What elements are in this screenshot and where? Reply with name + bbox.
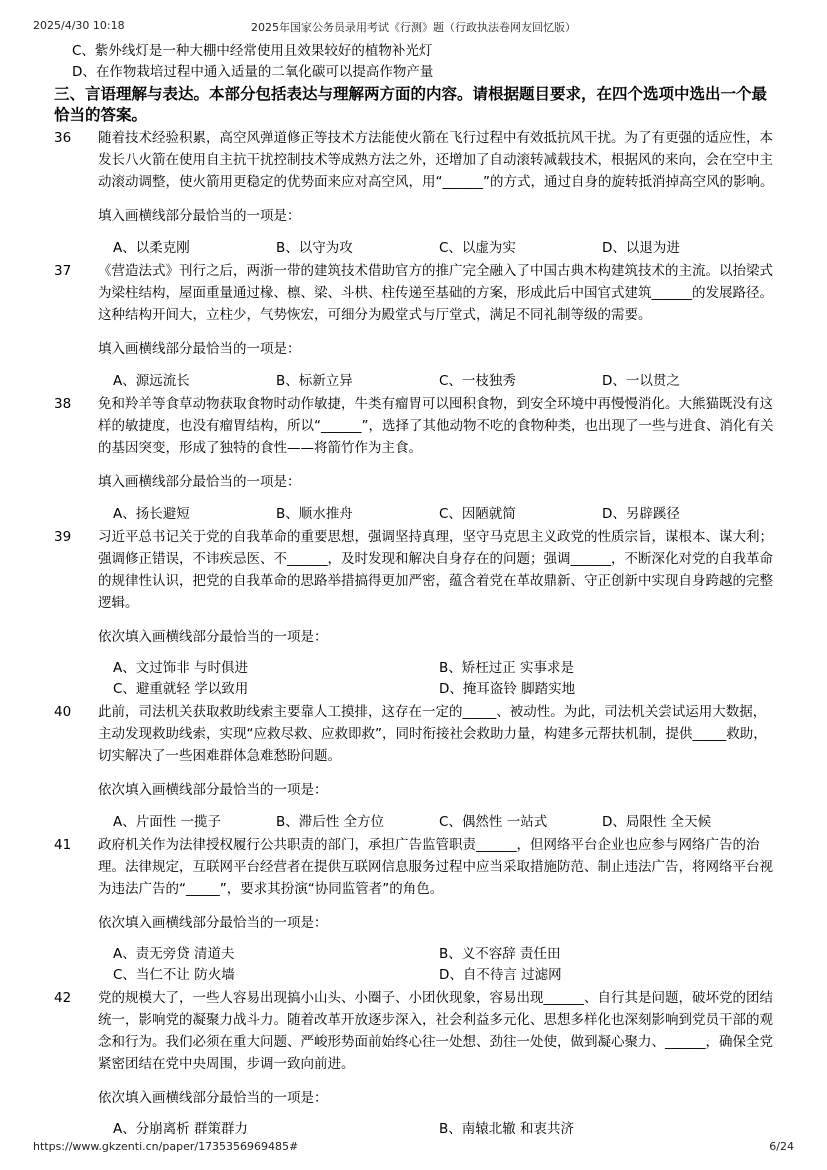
question-40 [54, 701, 777, 833]
option-b[interactable]: B、矫枉过正 实事求是 [439, 660, 575, 676]
section-title: 三、言语理解与表达。本部分包括表达与理解两方面的内容。请根据题目要求，在四个选项中选出一个最恰当的答案。 [54, 85, 768, 124]
question-number: 38 [54, 396, 72, 412]
options-row [113, 811, 777, 833]
option-b[interactable]: B、滞后性 全方位 [276, 814, 385, 830]
options-grid [113, 1119, 777, 1140]
question-number: 37 [54, 263, 72, 279]
question-number: 42 [54, 990, 72, 1006]
question-text: 此前，司法机关获取救助线索主要靠人工摸排，这存在一定的_____、被动性。为此，司法机关尝试运用大数据，主动发现救助线索，实现“应救尽救、应救即救”，同时衔接社会救助力量，构建多元帮扶机制，提供_____救助，切实解决了一些困难群体急难愁盼问题。 [98, 704, 767, 764]
page-url[interactable]: https://www.gkzenti.cn/paper/1735356969485# [33, 1140, 299, 1153]
prev-option-c: C、紫外线灯是一种大棚中经常使用且效果较好的植物补光灯 [72, 43, 433, 59]
prev-option-d: D、在作物栽培过程中通入适量的二氧化碳可以提高作物产量 [72, 64, 434, 80]
option-b[interactable]: B、南辕北辙 和衷共济 [439, 1121, 575, 1137]
question-37 [54, 260, 777, 392]
option-b[interactable]: B、顺水推舟 [276, 506, 353, 522]
question-39 [54, 526, 777, 700]
question-prompt: 填入画横线部分最恰当的一项是： [98, 208, 301, 224]
page-content [54, 41, 777, 1140]
document-title: 2025年国家公务员录用考试《行测》题（行政执法卷网友回忆版） [251, 21, 576, 34]
option-a[interactable]: A、扬长避短 [113, 506, 190, 522]
option-d[interactable]: D、掩耳盗铃 脚踏实地 [439, 681, 576, 697]
question-number: 40 [54, 704, 72, 720]
question-prompt: 填入画横线部分最恰当的一项是： [98, 341, 301, 357]
page-header [0, 19, 827, 35]
options-grid [113, 944, 777, 986]
option-c[interactable]: C、避重就轻 学以致用 [113, 681, 249, 697]
option-a[interactable]: A、以柔克刚 [113, 240, 190, 256]
option-a[interactable]: A、责无旁贷 清道夫 [113, 946, 235, 962]
options-row [113, 503, 777, 525]
question-number: 41 [54, 837, 72, 853]
question-text: 政府机关作为法律授权履行公共职责的部门，承担广告监管职责______，但网络平台企业也应参与网络广告的治理。法律规定，互联网平台经营者在提供互联网信息服务过程中应当采取措施防范、制止违法广告，将网络平台视为违法广告的“_____”，要求其扮演“协同监管者”的角色。 [98, 837, 773, 897]
question-prompt: 填入画横线部分最恰当的一项是： [98, 474, 301, 490]
options-grid [113, 658, 777, 700]
question-text: 免和羚羊等食草动物获取食物时动作敏捷，牛类有瘤胃可以囤积食物，到安全环境中再慢慢消化。大熊猫既没有这样的敏捷度，也没有瘤胃结构，所以“______”，选择了其他动物不吃的食物种类，也出现了一些与进食、消化有关的基因突变，形成了独特的食性——将箭竹作为主食。 [98, 396, 774, 456]
page-footer [0, 1140, 827, 1156]
option-d[interactable]: D、一以贯之 [602, 373, 680, 389]
option-a[interactable]: A、片面性 一揽子 [113, 814, 222, 830]
page-number: 6/24 [769, 1140, 794, 1153]
question-text: 《营造法式》刊行之后，两浙一带的建筑技术借助官方的推广完全融入了中国古典木构建筑技术的主流。以抬梁式为梁柱结构，屋面重量通过椽、檩、梁、斗栱、柱传递至基础的方案，形成此后中国官式建筑______的发展路径。这种结构开间大，立柱少，气势恢宏，可细分为殿堂式与厅堂式，满足不同礼制等级的需要。 [98, 263, 773, 323]
options-row [113, 370, 777, 392]
question-41 [54, 834, 777, 986]
option-c[interactable]: C、因陋就简 [439, 506, 516, 522]
option-b[interactable]: B、标新立异 [276, 373, 353, 389]
question-42 [54, 987, 777, 1140]
print-datetime: 2025/4/30 10:18 [33, 19, 125, 32]
option-c[interactable]: C、一枝独秀 [439, 373, 516, 389]
question-text: 随着技术经验积累，高空风弹道修正等技术方法能使火箭在飞行过程中有效抵抗风干扰。为了有更强的适应性，本发长八火箭在使用自主抗干扰控制技术等成熟方法之外，还增加了自动滚转减载技术，根据风的来向，会在空中主动滚动调整，使火箭用更稳定的优势面来应对高空风，用“______”的方式，通过自身的旋转抵消掉高空风的影响。 [98, 130, 774, 190]
question-text: 党的规模大了，一些人容易出现搞小山头、小圈子、小团伙现象，容易出现______、自行其是问题，破坏党的团结统一，影响党的凝聚力战斗力。随着改革开放逐步深入，社会利益多元化、思想多样化也深刻影响到党员干部的观念和行为。我们必须在重大问题、严峻形势面前始终心往一处想、劲往一处使，做到凝心聚力、______，确保全党紧密团结在党中央周围，步调一致向前进。 [98, 990, 773, 1072]
question-prompt: 依次填入画横线部分最恰当的一项是： [98, 1090, 328, 1106]
option-b[interactable]: B、以守为攻 [276, 240, 353, 256]
question-text: 习近平总书记关于党的自我革命的重要思想，强调坚持真理，坚守马克思主义政党的性质宗旨，谋根本、谋大利；强调修正错误，不讳疾忌医、不______，及时发现和解决自身存在的问题；强调______，不断深化对党的自我革命的规律性认识，把党的自我革命的思路举措搞得更加严密，蕴含着党在革故鼎新、守正创新中实现自身跨越的完整逻辑。 [98, 529, 773, 611]
question-number: 39 [54, 529, 72, 545]
question-number: 36 [54, 130, 72, 146]
option-c[interactable]: C、以虚为实 [439, 240, 516, 256]
question-prompt: 依次填入画横线部分最恰当的一项是： [98, 629, 328, 645]
option-c[interactable]: C、偶然性 一站式 [439, 814, 548, 830]
option-a[interactable]: A、文过饰非 与时俱进 [113, 660, 249, 676]
option-b[interactable]: B、义不容辞 责任田 [439, 946, 561, 962]
question-prompt: 依次填入画横线部分最恰当的一项是： [98, 782, 328, 798]
option-a[interactable]: A、分崩离析 群策群力 [113, 1121, 249, 1137]
option-d[interactable]: D、以退为进 [602, 240, 680, 256]
option-c[interactable]: C、当仁不让 防火墙 [113, 967, 235, 983]
option-d[interactable]: D、自不待言 过滤网 [439, 967, 562, 983]
option-d[interactable]: D、另辟蹊径 [602, 506, 680, 522]
option-d[interactable]: D、局限性 全天候 [602, 814, 712, 830]
question-38 [54, 393, 777, 525]
option-a[interactable]: A、源远流长 [113, 373, 190, 389]
question-prompt: 依次填入画横线部分最恰当的一项是： [98, 915, 328, 931]
question-36 [54, 127, 777, 259]
options-row [113, 237, 777, 259]
